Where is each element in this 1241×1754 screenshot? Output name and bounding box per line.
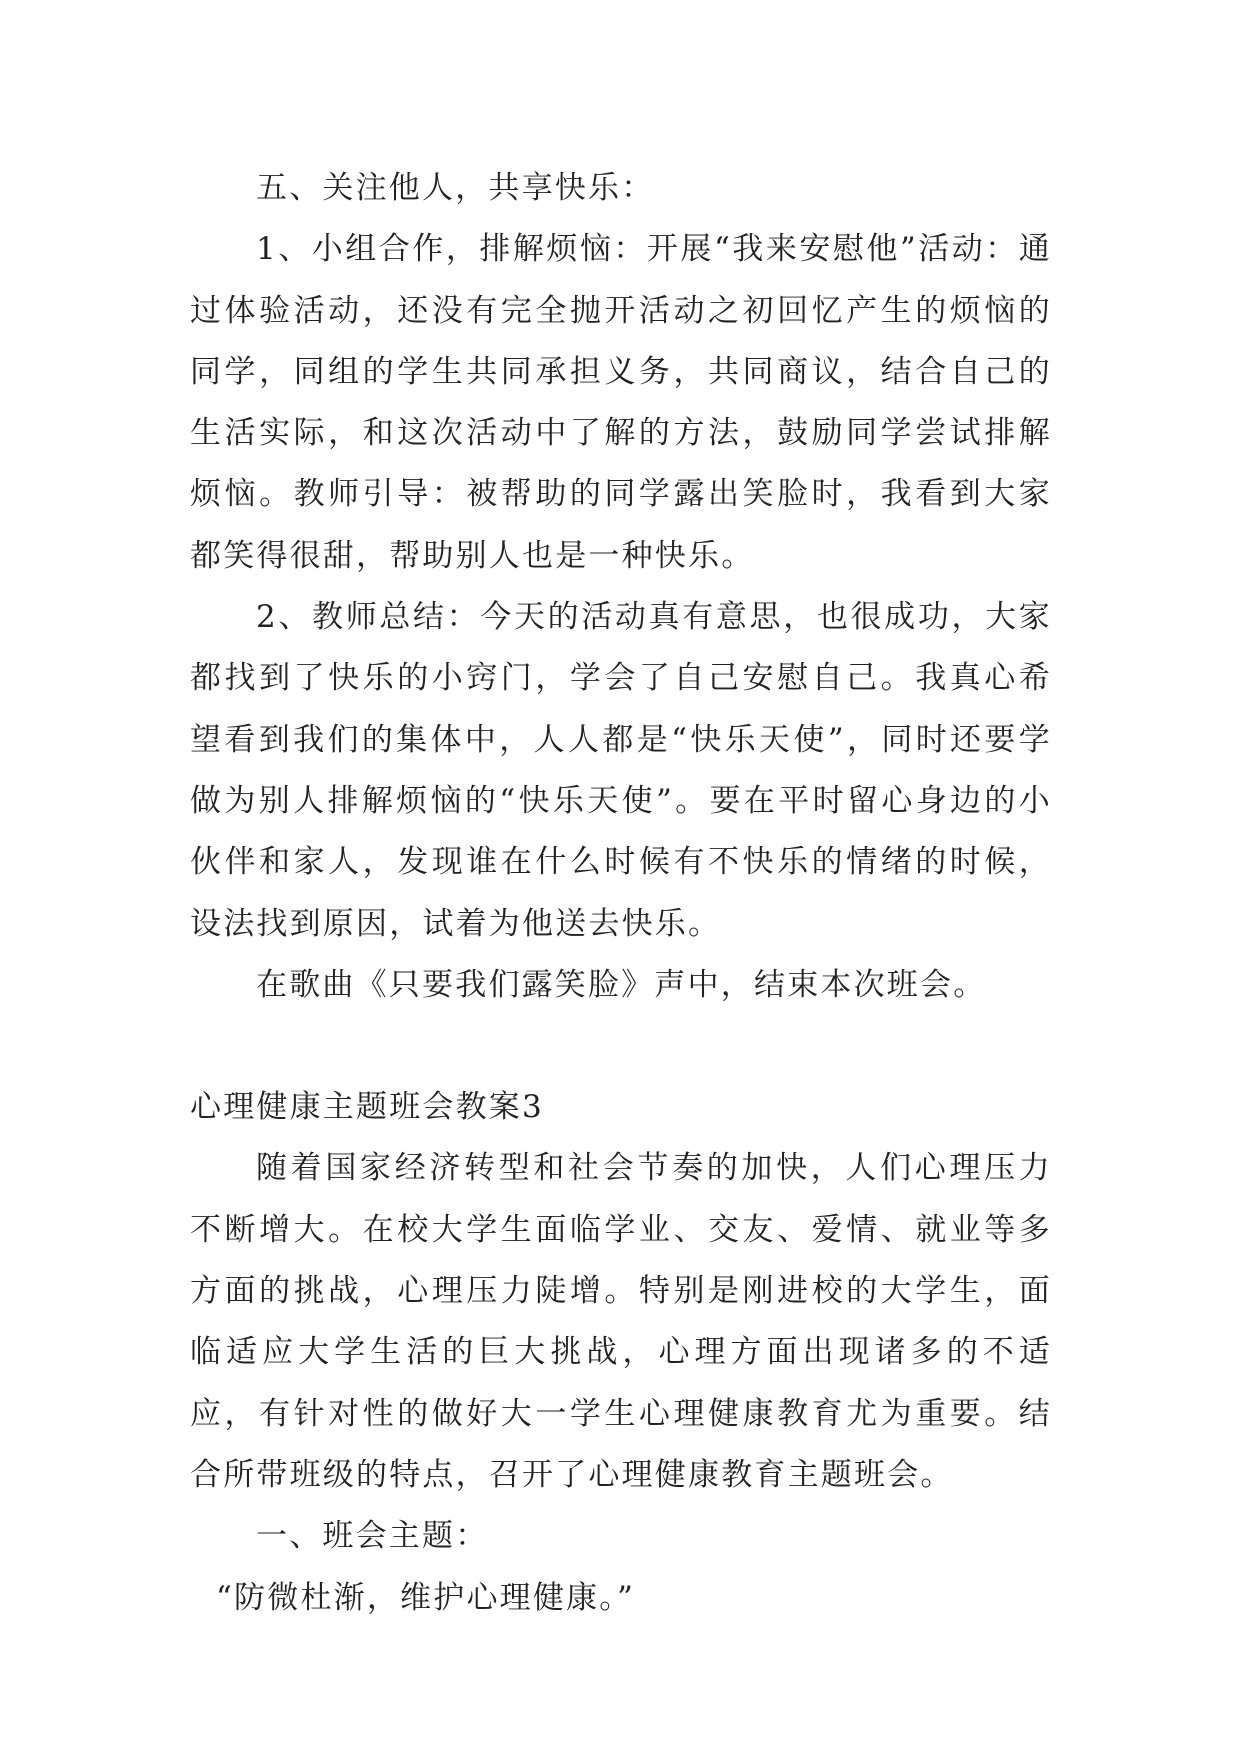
section-five-closing: 在歌曲《只要我们露笑脸》声中，结束本次班会。	[256, 966, 987, 1003]
lesson-plan-3-title: 心理健康主题班会教案3	[190, 1089, 544, 1126]
section-five-item-1: 1、小组合作，排解烦恼：开展“我来安慰他”活动：通过体验活动，还没有完全抛开活动之初回忆产生的烦恼的同学，同组的学生共同承担义务，共同商议，结合自己的生活实际，和这次活动中了解的方法，鼓励同学尝试排解烦恼。教师引导：被帮助的同学露出笑脸时，我看到大家都笑得很甜，帮助别人也是一种快乐。	[190, 231, 1052, 574]
section-five-item-2: 2、教师总结：今天的活动真有意思，也很成功，大家都找到了快乐的小窍门，学会了自己安慰自己。我真心希望看到我们的集体中，人人都是“快乐天使”，同时还要学做为别人排解烦恼的“快乐天使”。要在平时留心身边的小伙伴和家人，发现谁在什么时候有不快乐的情绪的时候，设法找到原因，试着为他送去快乐。	[190, 599, 1052, 942]
section-five-title: 五、关注他人，共享快乐：	[256, 170, 655, 206]
theme-statement: “防微杜渐，维护心理健康。”	[216, 1579, 635, 1616]
theme-section-title: 一、班会主题：	[256, 1518, 489, 1555]
lesson-plan-3-intro: 随着国家经济转型和社会节奏的加快，人们心理压力不断增大。在校大学生面临学业、交友、爱情、就业等多方面的挑战，心理压力陡增。特别是刚进校的大学生，面临适应大学生活的巨大挑战，心理方面出现诸多的不适应，有针对性的做好大一学生心理健康教育尤为重要。结合所带班级的特点，召开了心理健康教育主题班会。	[190, 1150, 1052, 1493]
document-body	[190, 158, 1052, 1629]
